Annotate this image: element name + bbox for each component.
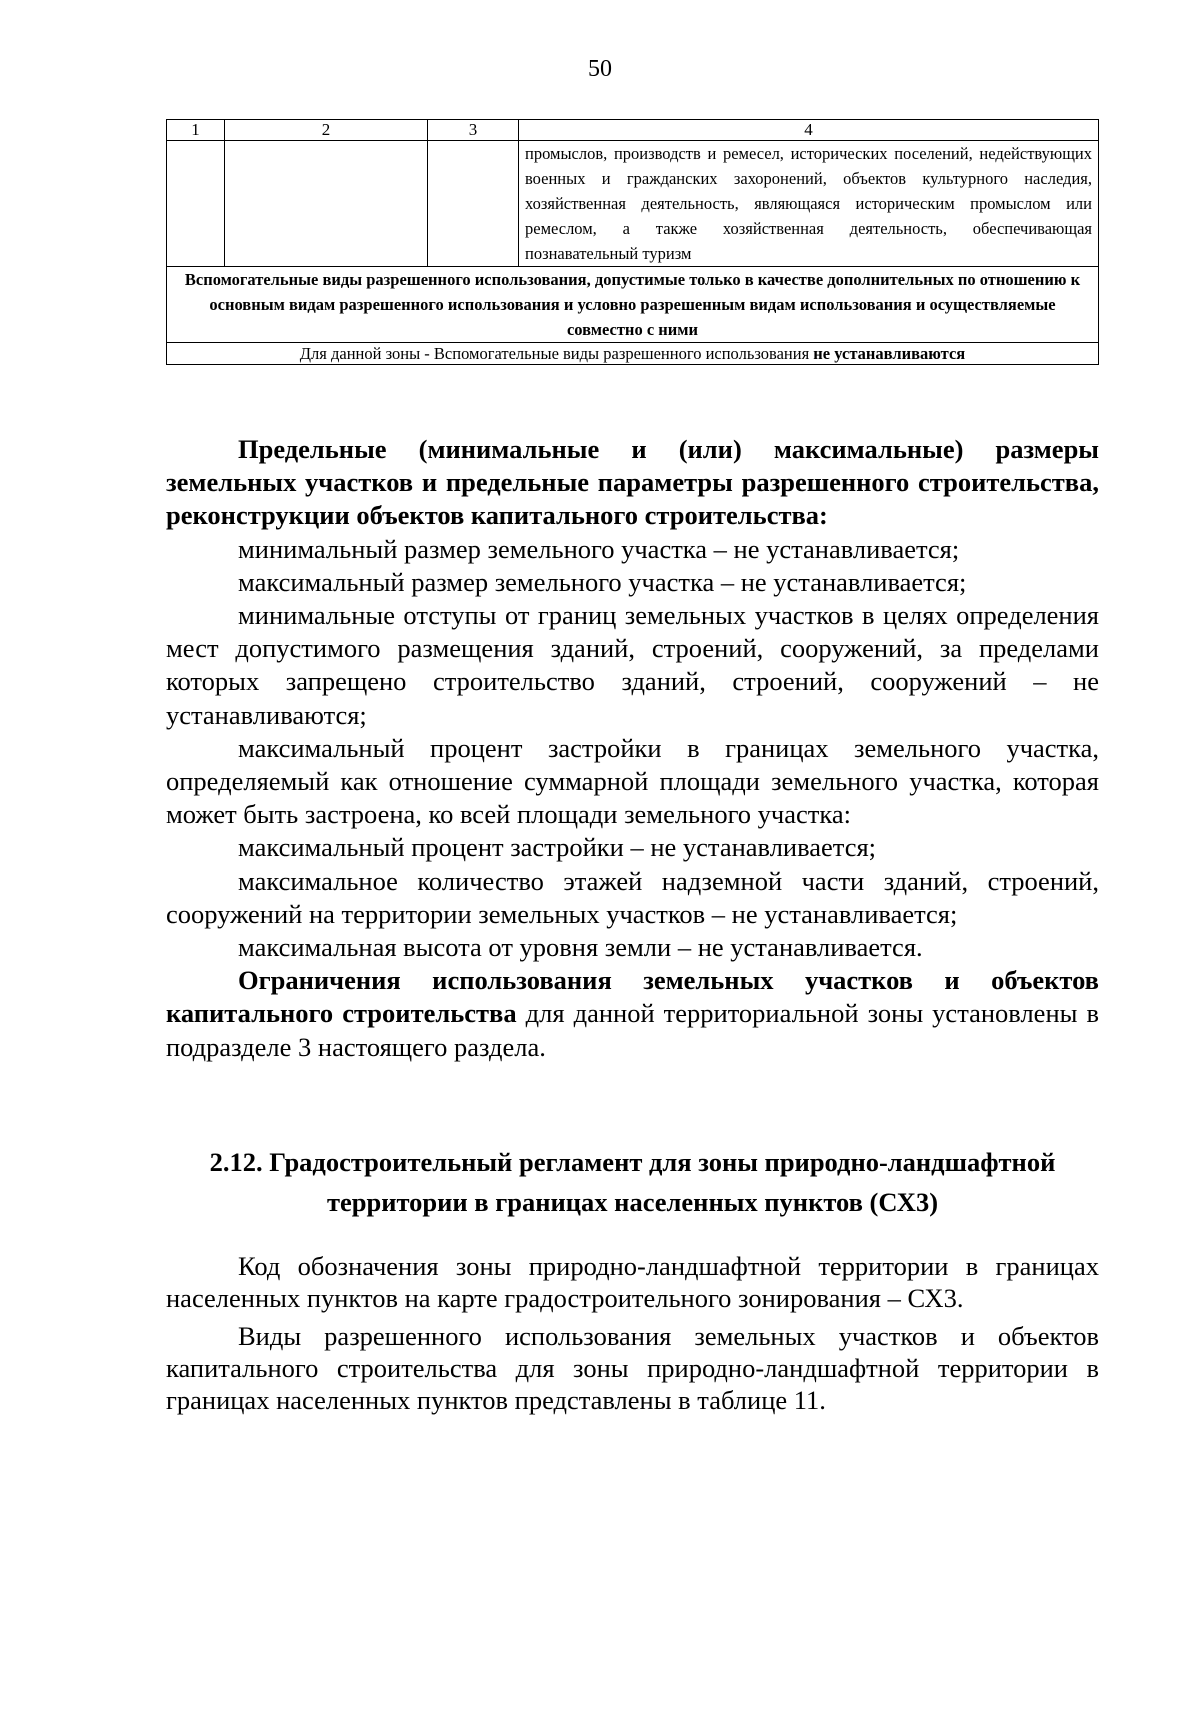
limit-item-setbacks: минимальные отступы от границ земельных участков в целях определения мест допустимого размещения зданий, строений, сооружений, за пределами которых запрещено строительство зданий, строений, сооружений – не устанавливаются; <box>166 600 1099 730</box>
limits-section <box>166 433 1099 1064</box>
restrictions-rest: для данной территориальной зоны установлены в подразделе 3 настоящего раздела. <box>166 998 1099 1062</box>
limit-item-coverage-definition: максимальный процент застройки в границах земельного участка, определяемый как отношение суммарной площади земельного участка, которая может быть застроена, ко всей площади земельного участка: <box>166 732 1099 830</box>
limit-item-max-height: максимальная высота от уровня земли – не устанавливается. <box>238 932 923 963</box>
table-row-aux-note <box>167 343 1099 365</box>
page-number: 50 <box>588 56 612 82</box>
empty-cell-2 <box>225 141 428 267</box>
section-heading: 2.12. Градостроительный регламент для зоны природно-ландшафтной территории в границах населенных пунктов (СХ3) <box>209 1147 1056 1217</box>
zone-code-paragraph: Код обозначения зоны природно-ландшафтной территории в границах населенных пунктов на карте градостроительного зонирования – СХ3. <box>166 1251 1099 1313</box>
limits-heading: Предельные (минимальные и (или) максимальные) размеры земельных участков и предельные параметры разрешенного строительства, реконструкции объектов капитального строительства: <box>166 434 1099 531</box>
header-cell-2: 2 <box>225 120 428 141</box>
aux-types-note <box>167 343 1099 365</box>
limit-item-min-size: минимальный размер земельного участка – не устанавливается; <box>238 533 960 564</box>
land-use-table <box>166 119 1099 365</box>
continued-description-cell: промыслов, производств и ремесел, исторических поселений, недействующих военных и гражданских захоронений, объектов культурного наследия, хозяйственная деятельность, являющаяся историческим промыслом или ремеслом, а также хозяйственная деятельность, обеспечивающая познавательный туризм <box>519 141 1099 267</box>
empty-cell-3 <box>428 141 519 267</box>
restrictions-paragraph <box>166 964 1099 1064</box>
restrictions-bold: Ограничения использования земельных участков и объектов капитального строительства <box>166 965 1099 1029</box>
table-row-continued <box>167 141 1099 267</box>
empty-cell-1 <box>167 141 225 267</box>
aux-note-rest: Вспомогательные виды разрешенного использования <box>433 344 814 363</box>
aux-note-prefix: Для данной зоны - <box>299 344 434 363</box>
aux-note-bold: не устанавливаются <box>813 344 966 363</box>
header-cell-1: 1 <box>167 120 225 141</box>
header-cell-4: 4 <box>519 120 1099 141</box>
limit-item-max-coverage: максимальный процент застройки – не устанавливается; <box>238 832 877 863</box>
header-cell-3: 3 <box>428 120 519 141</box>
permitted-uses-paragraph: Виды разрешенного использования земельных участков и объектов капитального строительства для зоны природно-ландшафтной территории в границах населенных пунктов представлены в таблице 11. <box>166 1321 1099 1415</box>
table-header-row <box>167 120 1099 141</box>
limit-item-max-size: максимальный размер земельного участка – не устанавливается; <box>238 566 967 597</box>
section-body <box>166 1250 1099 1416</box>
aux-types-header: Вспомогательные виды разрешенного использования, допустимые только в качестве дополнительных по отношению к основным видам разрешенного использования и условно разрешенным видам использования и осуществляемые совместно с ними <box>167 267 1099 343</box>
table-row-aux-header <box>167 267 1099 343</box>
limit-item-max-floors: максимальное количество этажей надземной части зданий, строений, сооружений на территории земельных участков – не устанавливается; <box>166 865 1099 929</box>
